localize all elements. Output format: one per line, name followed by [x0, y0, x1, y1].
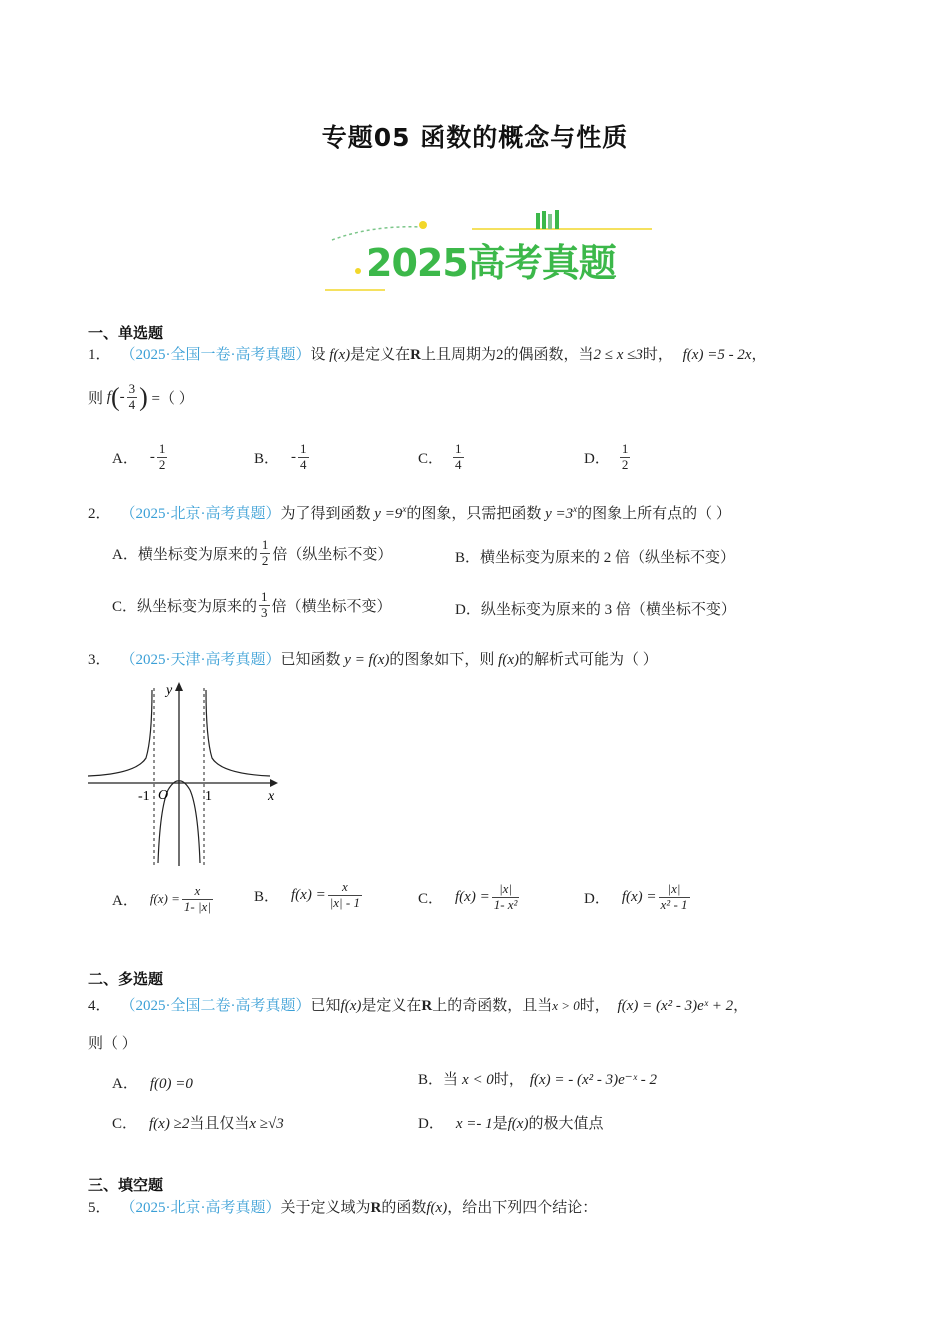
question-text: 则 — [88, 390, 104, 407]
math-expression: f(x) — [329, 347, 351, 363]
math-symbol: R — [410, 347, 421, 363]
x-axis-label: x — [268, 789, 275, 804]
page-title: 专题05 函数的概念与性质 — [321, 123, 629, 152]
math-expression: 2 ≤ x ≤3 — [593, 347, 643, 363]
question-text: 上且周期为2的偶函数，当 — [420, 347, 594, 363]
question-2: 2． （2025·北京·高考真题）为了得到函数 $y =9^x$的图象，只需把函数 $y =3^x$的图象上所有点的（ ） — [88, 504, 731, 522]
question-1-line-2: 则 f(- $\frac{3}{4}$ ) =（ ） — [88, 381, 194, 412]
question-4-line-2: 则（ ） — [88, 1036, 137, 1052]
question-1-line-1 — [88, 343, 766, 364]
question-text: 是定义在 — [350, 347, 411, 363]
question-source: （2025·北京·高考真题） — [120, 506, 281, 522]
q2-option-d[interactable]: D．纵坐标变为原来的 3 倍（横坐标不变） — [455, 602, 736, 618]
q4-option-a[interactable]: A． f(0) =0 — [112, 1076, 193, 1092]
banner — [322, 205, 657, 295]
question-number: 3． — [88, 652, 111, 668]
math-symbol: f — [106, 388, 111, 405]
q3-option-c[interactable]: C． f(x) = $\frac{|x|}{\text{1- x²}}$ — [418, 881, 518, 912]
tick-label-neg1: -1 — [138, 789, 150, 804]
question-source: （2025·全国一卷·高考真题） — [120, 347, 311, 363]
section-heading: 三、填空题 — [88, 1176, 164, 1194]
math-expression: y =3 — [545, 506, 574, 522]
math-expression: f(x) = (x² - 3)eˣ + 2 — [617, 998, 734, 1014]
y-axis-arrow-icon — [175, 682, 183, 691]
q4-option-c[interactable]: C． f(x) ≥2当且仅当x ≥√3 — [112, 1116, 284, 1132]
question-text: 时， — [642, 347, 673, 363]
question-text: 设 — [310, 347, 326, 363]
q2-option-c[interactable]: C．纵坐标变为原来的 $\frac{1}{3}$ 倍（横坐标不变） — [112, 589, 392, 620]
math-expression: f(x) — [498, 652, 519, 668]
math-expression: y =9 — [374, 506, 403, 522]
math-expression: f(x) =5 - 2x — [682, 347, 752, 363]
question-number: 4． — [88, 998, 111, 1014]
q1-option-b[interactable]: B． - $\frac{1}{4}$ — [254, 441, 307, 472]
origin-label: O — [158, 788, 169, 803]
q1-option-c[interactable]: C． $\frac{1}{4}$ — [418, 441, 462, 472]
q3-option-a[interactable]: A． f(x) = $\frac{x}{1- |x|}$ — [112, 883, 211, 914]
question-text: =（ ） — [151, 390, 194, 407]
question-number: 5． — [88, 1200, 111, 1216]
q4-option-d[interactable]: D． x =- 1是f(x)的极大值点 — [418, 1116, 604, 1132]
section-heading: 二、多选题 — [88, 970, 164, 988]
question-source: （2025·天津·高考真题） — [120, 652, 281, 668]
question-number: 1． — [88, 347, 111, 363]
q3-option-b[interactable]: B． f(x) = $\frac{x}{|x| - 1}$ — [254, 879, 360, 910]
question-source: （2025·全国二卷·高考真题） — [120, 998, 311, 1014]
fraction: $\frac{3}{4}$ — [128, 381, 136, 412]
q4-option-b[interactable]: B．当 x < 0时， f(x) = - (x² - 3)e⁻ˣ - 2 — [418, 1072, 657, 1088]
x-axis-arrow-icon — [270, 779, 278, 787]
function-graph — [86, 678, 286, 870]
section-heading: 一、单选题 — [88, 324, 164, 342]
question-3: 3． （2025·天津·高考真题）已知函数 y = f(x)的图象如下，则 f(x)的解析式可能为（ ） — [88, 652, 658, 668]
question-number: 2． — [88, 506, 111, 522]
question-source: （2025·北京·高考真题） — [120, 1200, 281, 1216]
q2-option-a[interactable]: A．横坐标变为原来的 $\frac{1}{2}$ 倍（纵坐标不变） — [112, 537, 393, 568]
banner-text: 2025高考真题 — [366, 241, 616, 285]
curve-right-branch — [206, 690, 270, 776]
y-axis-label: y — [166, 683, 173, 698]
q1-option-a[interactable]: A． - $\frac{1}{2}$ — [112, 441, 166, 472]
math-symbol: - — [119, 388, 125, 405]
tick-label-pos1: 1 — [205, 789, 212, 804]
q1-option-d[interactable]: D． $\frac{1}{2}$ — [584, 441, 629, 472]
question-4-line-1: 4． （2025·全国二卷·高考真题）已知f(x)是定义在R上的奇函数，且当x > 0时， f(x) = (x² - 3)eˣ + 2， — [88, 998, 749, 1014]
q2-option-b[interactable]: B．横坐标变为原来的 2 倍（纵坐标不变） — [455, 550, 736, 566]
question-5: 5． （2025·北京·高考真题）关于定义域为R的函数f(x)，给出下列四个结论： — [88, 1200, 598, 1216]
math-expression: y = f(x) — [344, 652, 390, 668]
question-text: ， — [751, 347, 767, 363]
curve-left-branch — [88, 690, 152, 776]
q3-option-d[interactable]: D． f(x) = $\frac{|x|}{\text{x² - 1}}$ — [584, 881, 688, 912]
